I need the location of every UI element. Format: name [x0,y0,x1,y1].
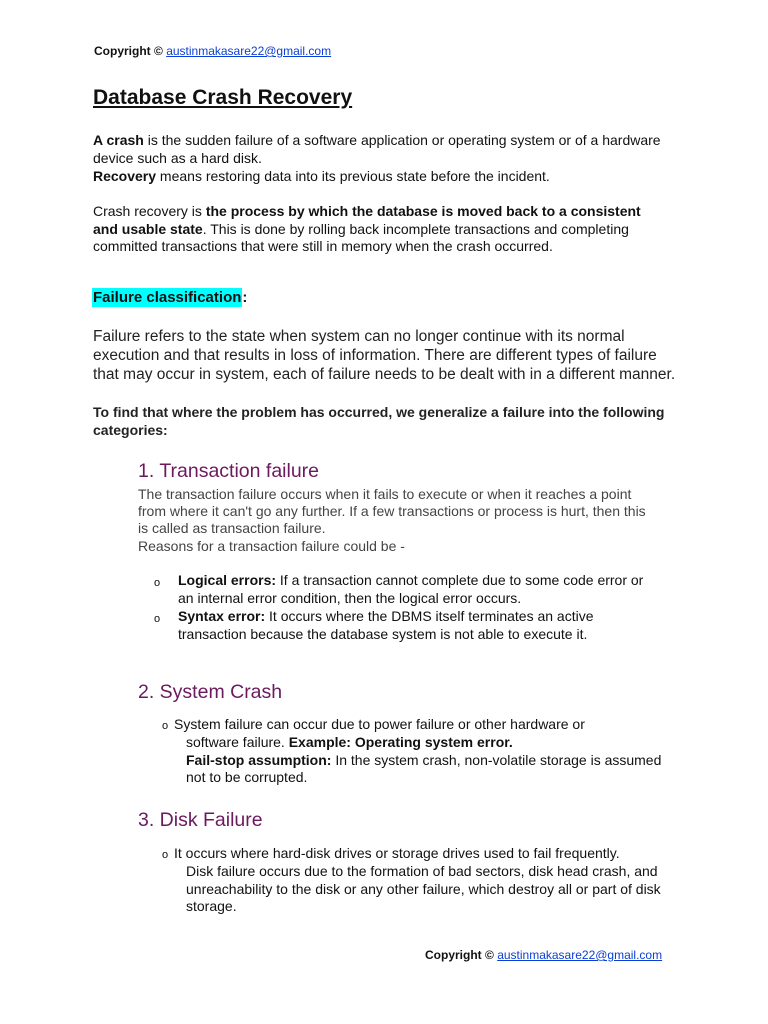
crash-recovery-paragraph [93,203,653,256]
transaction-reasons-list [152,572,652,644]
generalize-paragraph: To find that where the problem has occurred, we generalize a failure into the following categories: [93,404,665,438]
logical-errors-term: Logical errors: [178,572,280,588]
failure-classification-highlight: Failure classification [93,289,242,306]
crash-recovery-bold: the process by which the database is moved back to a consistent and usable state [93,203,641,237]
bullet-marker: o [162,849,169,861]
disk-failure-continuation: Disk failure occurs due to the formation of bad sectors, disk head crash, and unreachability to the disk or any other failure, which destroy all or part of disk storage. [186,863,661,915]
crash-recovery-rest: . This is done by rolling back incomplete transactions and completing committed transactions that were still in memory when the crash occurred. [93,220,629,255]
system-crash-first-line [162,716,585,736]
copyright-label: Copyright © [425,948,494,962]
footer-copyright [425,948,662,962]
disk-failure-heading: 3. Disk Failure [138,809,263,831]
system-crash-line1: System failure can occur due to power failure or other hardware or [174,716,585,732]
transaction-failure-text: The transaction failure occurs when it fails to execute or when it reaches a point from where it can't go any further. If a few transactions or process is hurt, then this is called as transaction failure. [138,486,646,537]
bullet-marker: o [154,613,161,626]
page-title: Database Crash Recovery [93,86,353,109]
recovery-text: means restoring data into its previous state before the incident. [156,168,550,184]
system-crash-continuation [186,734,666,787]
failure-classification-colon: : [242,289,248,306]
copyright-label: Copyright © [94,44,163,58]
system-crash-example: Example: Operating system error. [288,734,513,750]
header-copyright [94,44,331,58]
system-crash-heading: 2. System Crash [138,681,283,703]
crash-recovery-lead: Crash recovery is [93,203,206,219]
failstop-term: Fail-stop assumption: [186,751,336,768]
recovery-definition [93,168,693,186]
list-item [152,608,652,643]
disk-failure-line1: It occurs where hard-disk drives or storage drives used to fail frequently. [174,845,620,861]
failure-classification-heading [92,289,247,306]
bullet-marker: o [154,577,161,589]
bullet-marker: o [162,720,169,732]
recovery-term: Recovery [93,168,157,184]
list-item [152,572,652,607]
transaction-failure-heading: 1. Transaction failure [138,460,320,482]
crash-definition [93,132,693,167]
logical-errors-text: If a transaction cannot complete due to some code error or an internal error condition, then the logical error occurs. [178,572,644,606]
copyright-email-link[interactable]: austinmakasare22@gmail.com [166,44,332,58]
syntax-error-text: It occurs where the DBMS itself terminates an active transaction because the database system is not able to execute it. [178,608,594,642]
crash-text: is the sudden failure of a software application or operating system or of a hardware device such as a hard disk. [93,132,661,166]
crash-term: A crash [93,132,144,148]
disk-failure-first-line [162,845,620,865]
copyright-email-link[interactable]: austinmakasare22@gmail.com [497,948,663,962]
failure-refers-paragraph: Failure refers to the state when system can no longer continue with its normal execution and that results in loss of information. There are different types of failure that may occur in system, each of failure needs to be dealt with in a different manner. [93,328,676,383]
transaction-reasons-lead: Reasons for a transaction failure could be - [138,537,405,554]
syntax-error-term: Syntax error: [178,608,270,625]
system-crash-line2: software failure. [186,734,289,750]
failstop-text: In the system crash, non-volatile storage is assumed not to be corrupted. [186,751,662,786]
transaction-failure-description [138,486,658,555]
